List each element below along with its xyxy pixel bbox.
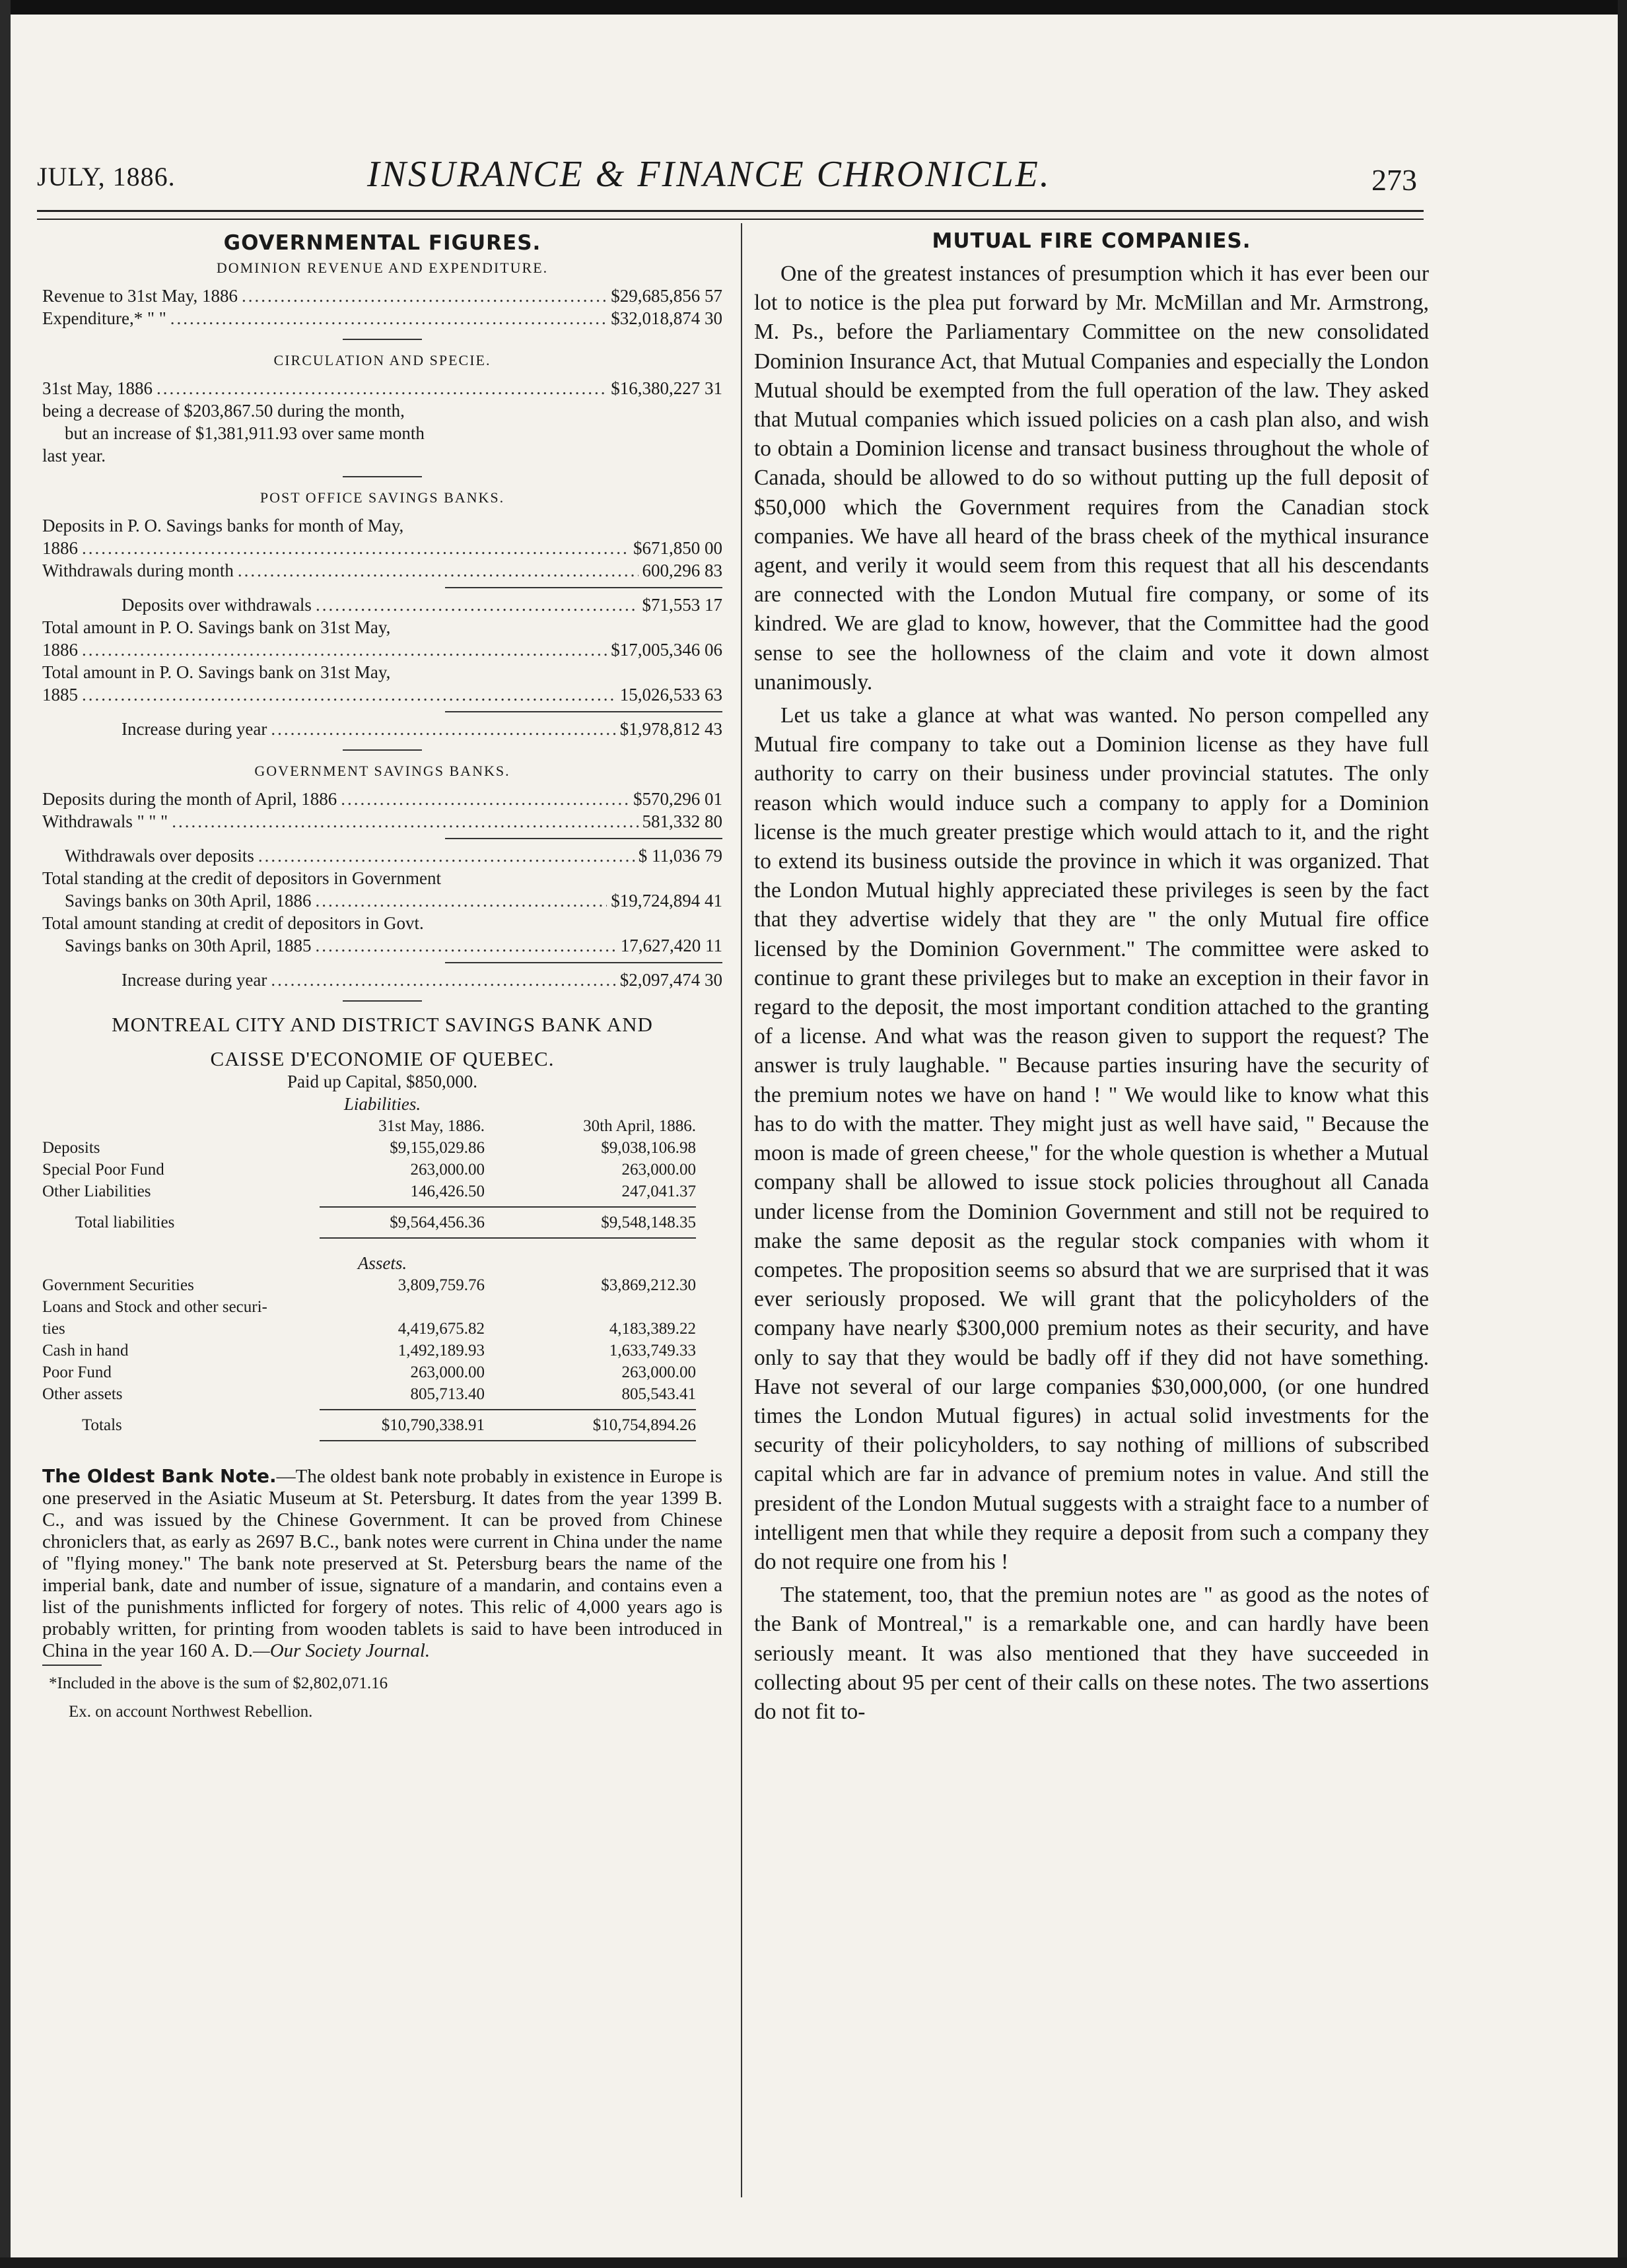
govsav-withdrawals-row: Withdrawals " " " ..... 581,332 80 (42, 810, 722, 833)
table-row-label: Poor Fund (42, 1363, 112, 1381)
govsav-increase-row: Increase during year ..... $2,097,474 30 (42, 969, 722, 991)
sum-rule (320, 1409, 696, 1410)
article-source: —Our Society Journal. (252, 1640, 431, 1661)
column-divider (741, 223, 742, 2197)
sum-rule (445, 711, 722, 712)
govsav-deposits-row: Deposits during the month of April, 1886 ..... $570,296 01 (42, 788, 722, 810)
article-paragraph: Let us take a glance at what was wanted. No person compelled any Mutual fire company to take out a Dominion license as they have full authority to carry on their business under provincial statutes. The only reason which would induce such a company to apply for a Dominion license is the much greater prestige which would attach to it, and the right to extend its business outside the province in which it was organized. That the London Mutual highly appreciated these privileges is seen by the fact that they advertise widely that they are " the only Mutual fire office licensed by the Dominion Government." The committee were asked to continue to grant these privileges but to make an exception in their favor in regard to the deposit, the most important condition attached to the granting of a license. And what was the reason given to support the request? The answer is truly laughable. " Because parties insuring have the security of the premium notes we have on hand ! " We would like to know what this has to do with the matter. They might just as well have said, " Because the moon is made of green cheese," for the whole question is whether a Mutual company shall be allowed to issue stock policies throughout all Canada under license from the Dominion Government and still not be required to make the same deposit as the regular stock companies with whom it competes. The proposition seems so absurd that we are surprised that it was ever seriously proposed. We will grant that the policyholders of the company have nearly $300,000 premium notes as their security, and have only to say that they would be badly off if they did not have something. Have not several of our large companies $30,000,000, (or one hundred times the London Mutual figures) in actual solid investments for the security of their policyholders, to say nothing of millions of subscribed capital which are far in advance of premium notes in value. And still the president of the London Mutual suggests with a straight face to a number of intelligent men that while they require a deposit from such a company they do not require one from his ! (754, 703, 1429, 1574)
table-cell: $3,869,212.30 (601, 1276, 696, 1294)
govsav-total2-label: Total amount standing at credit of depositors in Govt. (42, 913, 424, 933)
subhead-post-office: POST OFFICE SAVINGS BANKS. (260, 489, 505, 506)
table-cell: $10,790,338.91 (381, 1416, 485, 1434)
table-cell: $10,754,894.26 (592, 1416, 696, 1434)
table-cell: 263,000.00 (410, 1161, 485, 1179)
table-cell: $9,155,029.86 (390, 1139, 485, 1157)
table-cell: 805,543.41 (621, 1385, 696, 1403)
column-head-may: 31st May, 1886. (378, 1117, 485, 1135)
sum-rule (445, 587, 722, 588)
footnote-rule (42, 1665, 102, 1666)
post-total1-label: Total amount in P. O. Savings bank on 31st May, (42, 617, 391, 637)
table-cell: $9,564,456.36 (390, 1214, 485, 1231)
table-row-label: Special Poor Fund (42, 1161, 164, 1179)
left-column (42, 228, 722, 1723)
right-column (754, 228, 1429, 1731)
sum-rule (445, 838, 722, 839)
govsav-total1-row: Savings banks on 30th April, 1886 ..... $19,724,894 41 (42, 889, 722, 912)
section-divider (343, 1000, 422, 1002)
liabilities-table (42, 1115, 722, 1243)
table-cell: 263,000.00 (621, 1161, 696, 1179)
table-cell: 263,000.00 (621, 1363, 696, 1381)
scan-top-border (0, 0, 1627, 15)
article-lead: The Oldest Bank Note. (42, 1465, 277, 1487)
subhead-revenue: DOMINION REVENUE AND EXPENDITURE. (216, 259, 549, 276)
table-row-label: Deposits (42, 1139, 100, 1157)
issue-date: JULY, 1886. (37, 162, 176, 191)
article-paragraph: The statement, too, that the premiun notes are " as good as the notes of the Bank of Montreal," is a remarkable one, and can hardly have been seriously meant. It was also mentioned that they have succeeded in collecting about 95 per cent of their calls on these notes. The two assertions do not fit to- (754, 1583, 1429, 1724)
publication-title: INSURANCE & FINANCE CHRONICLE. (367, 154, 1051, 195)
table-cell: $9,548,148.35 (601, 1214, 696, 1231)
revenue-row: Revenue to 31st May, 1886 ..... $29,685,856 57 (42, 285, 722, 307)
table-cell: $9,038,106.98 (601, 1139, 696, 1157)
table-cell: 263,000.00 (410, 1363, 485, 1381)
bank-title-line-2: CAISSE D'ECONOMIE OF QUEBEC. (210, 1047, 555, 1070)
circulation-note-3: last year. (42, 446, 106, 465)
article-paragraph: One of the greatest instances of presumption which it has ever been our lot to notice is the plea put forward by Mr. McMillan and Mr. Armstrong, M. Ps., before the Parliamentary Committee on the new consolidated Dominion Insurance Act, that Mutual Companies and especially the London Mutual should be exempted from the full operation of the law. They asked that Mutual companies which issued policies on a cash plan also, and wish to obtain a Dominion license and transact business throughout the whole of Canada, should be allowed to do so without putting up the full deposit of $50,000 which the Government requires from the Canadian stock companies. We have all heard of the brass cheek of the mythical insurance agent, and verily it would seem from this request that all his descendants are connected with the London Mutual fire company, or some of its kindred. We are glad to know, however, that the Committee had the good sense to see the hollowness of the claim and vote it down almost unanimously. (754, 261, 1429, 695)
bank-capital: Paid up Capital, $850,000. (287, 1072, 477, 1091)
table-cell: 1,492,189.93 (398, 1342, 485, 1359)
table-row-label: Loans and Stock and other securi- (42, 1298, 267, 1316)
expenditure-row: Expenditure,* " " ..... $32,018,874 30 (42, 307, 722, 329)
table-cell: 4,183,389.22 (609, 1320, 696, 1338)
table-cell: 146,426.50 (410, 1183, 485, 1200)
article-body: —The oldest bank note probably in existence in Europe is one preserved in the Asiatic Museum at St. Petersburg. It dates from the year 1399 B. C., and was issued by the Chinese Government. It can be proved from Chinese chroniclers that, as early as 2697 B.C., bank notes were current in China under the name of "flying money." The bank note preserved at St. Petersburg bears the name of the imperial bank, date and number of issue, signature of a mandarin, and contains even a list of the punishments inflicted for forgery of notes. This relic of 4,000 years ago is probably written, for printing from wooden tablets is said to have been introduced in China in the year 160 A. D. (42, 1466, 722, 1661)
total-liabilities-label: Total liabilities (75, 1214, 175, 1231)
subhead-circulation: CIRCULATION AND SPECIE. (273, 352, 491, 368)
bank-title-line-1: MONTREAL CITY AND DISTRICT SAVINGS BANK AND (112, 1013, 653, 1036)
table-row-label: Other Liabilities (42, 1183, 151, 1200)
section-divider (343, 339, 422, 340)
table-cell: 247,041.37 (621, 1183, 696, 1200)
column-head-april: 30th April, 1886. (583, 1117, 696, 1135)
header-rule (37, 210, 1424, 220)
circulation-row: 31st May, 1886 ..... $16,380,227 31 (42, 377, 722, 399)
table-row-label: Other assets (42, 1385, 123, 1403)
table-row-label: ties (42, 1320, 65, 1338)
assets-heading: Assets. (357, 1253, 407, 1273)
footnote-line-1: *Included in the above is the sum of $2,802,071.16 (49, 1674, 388, 1692)
circulation-note-1: being a decrease of $203,867.50 during the month, (42, 401, 405, 421)
table-cell: 4,419,675.82 (398, 1320, 485, 1338)
govsav-total2-row: Savings banks on 30th April, 1885 ..... 17,627,420 11 (42, 934, 722, 957)
assets-table (42, 1274, 722, 1445)
govsav-over-row: Withdrawals over deposits ..... $ 11,036 79 (42, 844, 722, 867)
footnote-line-2: Ex. on account Northwest Rebellion. (69, 1703, 313, 1721)
post-withdrawals-row: Withdrawals during month ..... 600,296 83 (42, 559, 722, 582)
section-divider (343, 749, 422, 751)
table-cell (320, 1296, 485, 1318)
circulation-note-2: but an increase of $1,381,911.93 over same month (65, 423, 425, 443)
sum-rule (320, 1440, 696, 1441)
page-number: 273 (1371, 163, 1417, 197)
post-increase-row: Increase during year ..... $1,978,812 43 (42, 718, 722, 740)
table-cell: 805,713.40 (410, 1385, 485, 1403)
sum-rule (445, 962, 722, 963)
article-title-mutual-fire: MUTUAL FIRE COMPANIES. (932, 229, 1251, 253)
scan-left-border (0, 0, 11, 2268)
table-cell: 3,809,759.76 (398, 1276, 485, 1294)
table-row-label: Government Securities (42, 1276, 194, 1294)
post-total1-row: 1886 ..... $17,005,346 06 (42, 638, 722, 661)
sum-rule (320, 1237, 696, 1239)
post-deposits-label: Deposits in P. O. Savings banks for month of May, (42, 516, 404, 535)
subhead-government-savings: GOVERNMENT SAVINGS BANKS. (254, 763, 510, 779)
section-title-governmental: GOVERNMENTAL FIGURES. (223, 231, 541, 255)
table-cell (485, 1296, 696, 1318)
post-total2-label: Total amount in P. O. Savings bank on 31st May, (42, 662, 391, 682)
running-head (37, 153, 1417, 206)
scan-right-border (1618, 0, 1627, 2268)
post-total2-row: 1885 ..... 15,026,533 63 (42, 683, 722, 706)
table-row-label: Cash in hand (42, 1342, 129, 1359)
post-deposits-row: 1886 ..... $671,850 00 (42, 537, 722, 559)
sum-rule (320, 1206, 696, 1208)
totals-label: Totals (82, 1416, 122, 1434)
scan-bottom-border (0, 2257, 1627, 2268)
table-cell: 1,633,749.33 (609, 1342, 696, 1359)
post-over-row: Deposits over withdrawals ..... $71,553 17 (42, 594, 722, 616)
oldest-bank-note-article (42, 1465, 722, 1662)
govsav-total1-label: Total standing at the credit of depositors in Government (42, 868, 441, 888)
section-divider (343, 476, 422, 477)
liabilities-heading: Liabilities. (343, 1094, 421, 1114)
